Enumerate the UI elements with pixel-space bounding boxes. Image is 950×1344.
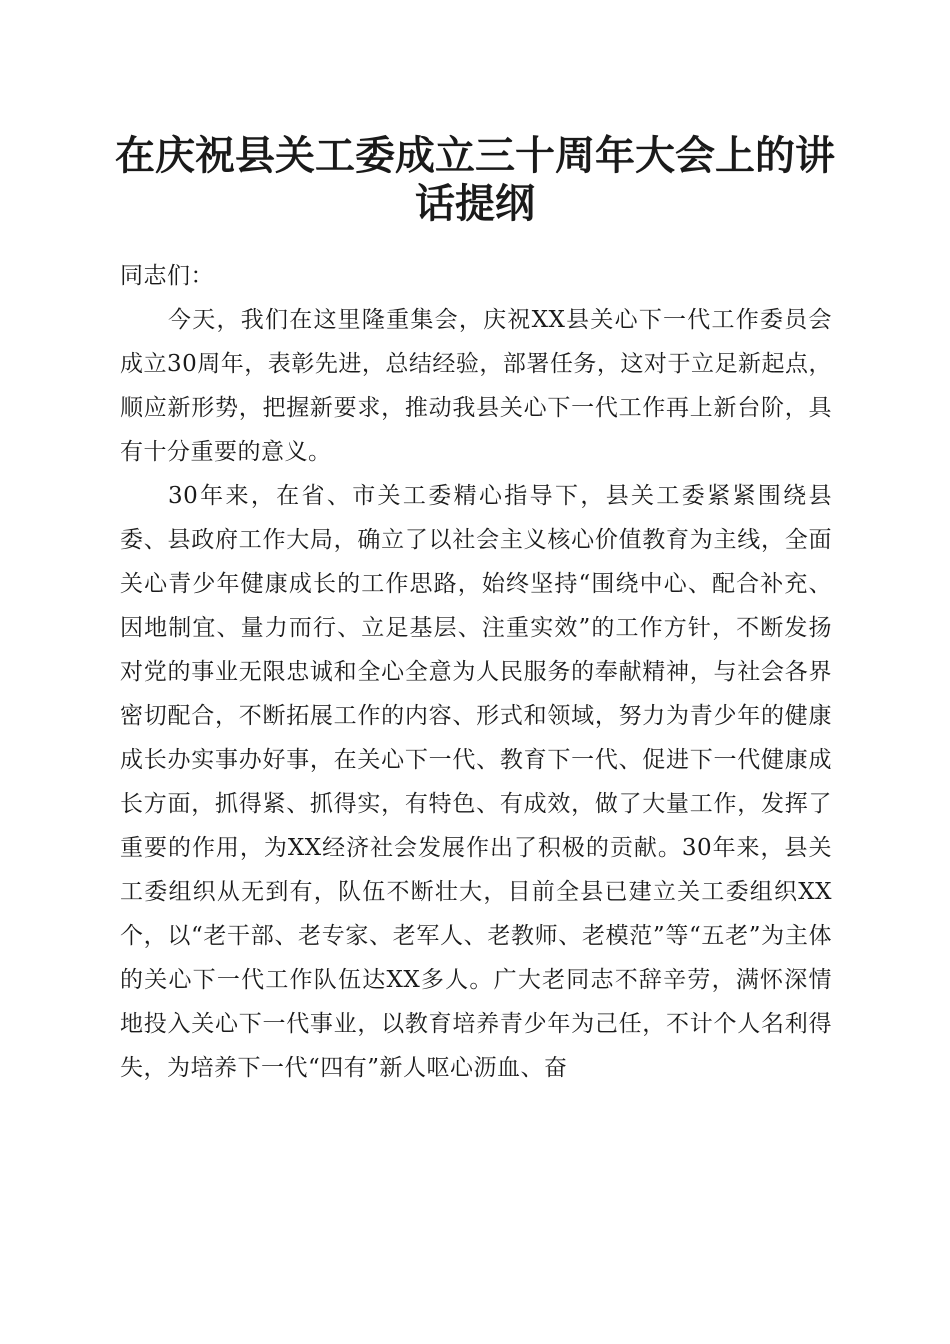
- document-title: 在庆祝县关工委成立三十周年大会上的讲话提纲: [115, 132, 835, 227]
- document-body: [120, 254, 832, 1090]
- paragraph-achievements: 30年来，在省、市关工委精心指导下，县关工委紧紧围绕县委、县政府工作大局，确立了以社会主义核心价值教育为主线，全面关心青少年健康成长的工作思路，始终坚持“围绕中心、配合补充、因地制宜、量力而行、立足基层、注重实效”的工作方针，不断发扬对党的事业无限忠诚和全心全意为人民服务的奉献精神，与社会各界密切配合，不断拓展工作的内容、形式和领域，努力为青少年的健康成长办实事办好事，在关心下一代、教育下一代、促进下一代健康成长方面，抓得紧、抓得实，有特色、有成效，做了大量工作，发挥了重要的作用，为XX经济社会发展作出了积极的贡献。30年来，县关工委组织从无到有，队伍不断壮大，目前全县已建立关工委组织XX个，以“老干部、老专家、老军人、老教师、老模范”等“五老”为主体的关心下一代工作队伍达XX多人。广大老同志不辞辛劳，满怀深情地投入关心下一代事业，以教育培养青少年为己任，不计个人名利得失，为培养下一代“四有”新人呕心沥血、奋: [120, 483, 832, 1081]
- salutation: 同志们：: [120, 263, 214, 289]
- paragraph-opening: 今天，我们在这里隆重集会，庆祝XX县关心下一代工作委员会成立30周年，表彰先进，总结经验，部署任务，这对于立足新起点，顺应新形势，把握新要求，推动我县关心下一代工作再上新台阶，具有十分重要的意义。: [120, 307, 832, 465]
